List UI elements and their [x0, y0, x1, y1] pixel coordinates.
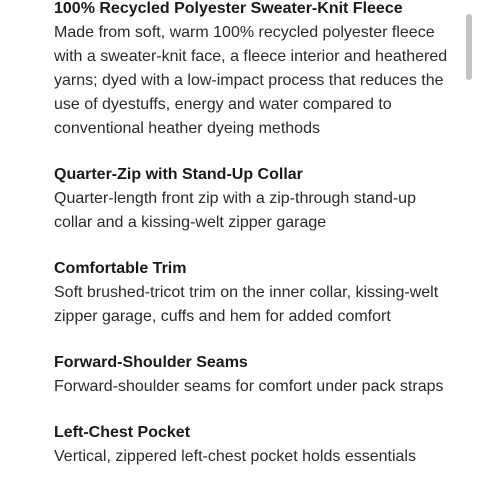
feature-title: Quarter-Zip with Stand-Up Collar: [54, 166, 303, 183]
feature-title: Comfortable Trim: [54, 260, 187, 277]
feature-description: Soft brushed-tricot trim on the inner collar, kissing-welt zipper garage, cuffs and hem for added comfort: [54, 284, 439, 325]
feature-description: Forward-shoulder seams for comfort under pack straps: [54, 378, 444, 395]
feature-description: Made from soft, warm 100% recycled polyester fleece with a sweater-knit face, a fleece interior and heathered yarns; dyed with a low-impact process that reduces the use of dyestuffs, energy and water compared to conventional heather dyeing methods: [54, 24, 448, 137]
feature-title: Forward-Shoulder Seams: [54, 354, 248, 371]
feature-list: [54, 0, 454, 491]
scrollbar[interactable]: [466, 6, 472, 494]
feature-item: [54, 351, 454, 399]
feature-item: [54, 421, 454, 469]
feature-description: Quarter-length front zip with a zip-through stand-up collar and a kissing-welt zipper garage: [54, 190, 416, 231]
feature-title: Left-Chest Pocket: [54, 424, 191, 441]
feature-title: 100% Recycled Polyester Sweater-Knit Fleece: [54, 0, 403, 17]
feature-description: Vertical, zippered left-chest pocket holds essentials: [54, 448, 416, 465]
feature-item: [54, 0, 454, 141]
feature-item: [54, 163, 454, 235]
feature-item: [54, 257, 454, 329]
scrollbar-thumb[interactable]: [466, 14, 472, 80]
